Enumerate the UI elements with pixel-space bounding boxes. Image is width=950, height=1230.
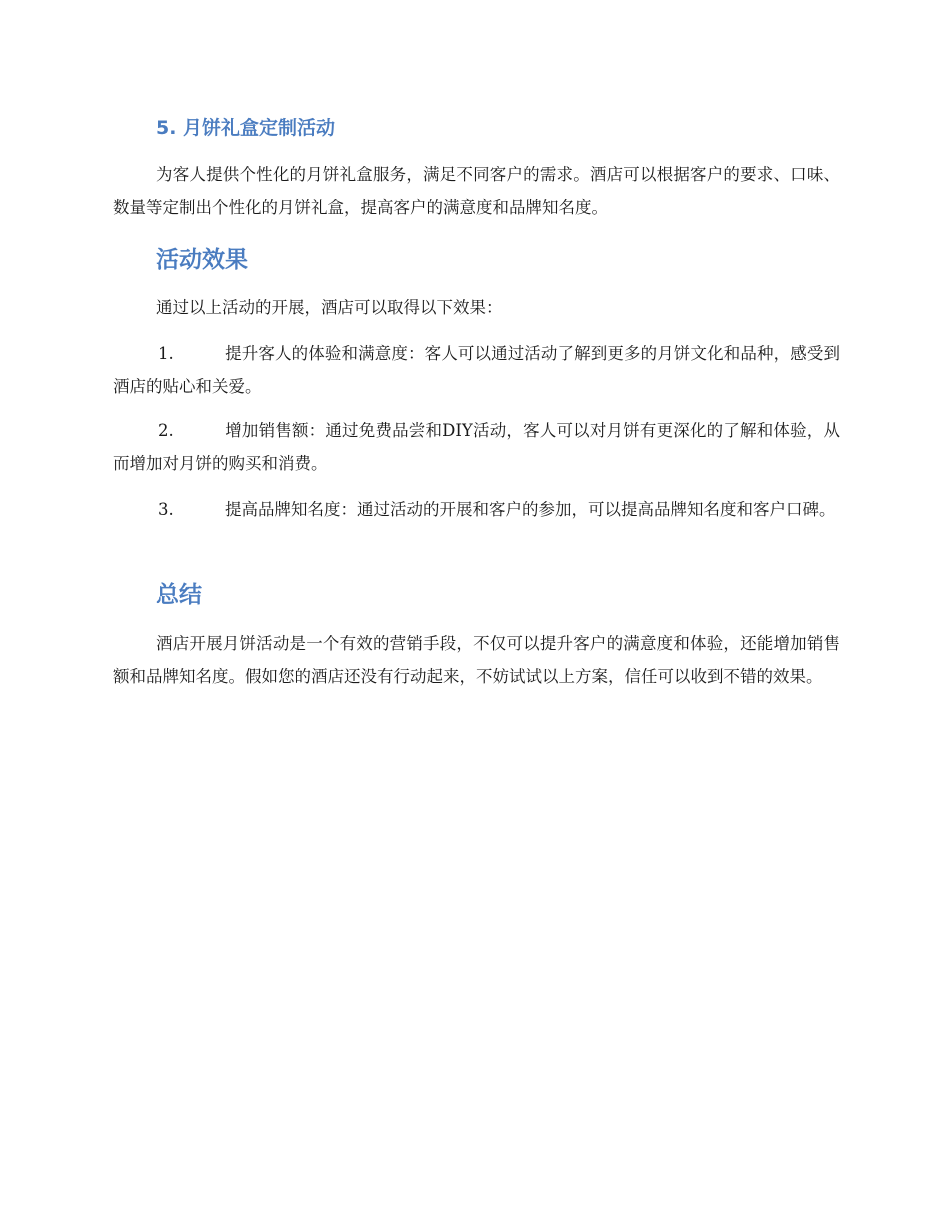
list-item-text: 增加销售额：通过免费品尝和DIY活动，客人可以对月饼有更深化的了解和体验，从而增加对月饼的购买和消费。 [113, 421, 840, 473]
paragraph-effects-intro: 通过以上活动的开展，酒店可以取得以下效果： [156, 298, 503, 317]
list-item-effect-2 [113, 414, 840, 480]
list-item-effect-1 [113, 337, 840, 403]
section-heading-summary: 总结 [156, 582, 202, 608]
list-item-number: 2. [158, 421, 174, 440]
list-item-text: 提高品牌知名度：通过活动的开展和客户的参加，可以提高品牌知名度和客户口碑。 [225, 500, 836, 519]
section-heading-gift-box: 5. 月饼礼盒定制活动 [156, 117, 336, 139]
list-item-effect-3 [113, 493, 840, 526]
paragraph-summary: 酒店开展月饼活动是一个有效的营销手段，不仅可以提升客户的满意度和体验，还能增加销售额和品牌知名度。假如您的酒店还没有行动起来，不妨试试以上方案，信任可以收到不错的效果。 [113, 634, 840, 686]
list-item-text: 提升客人的体验和满意度：客人可以通过活动了解到更多的月饼文化和品种，感受到酒店的贴心和关爱。 [113, 344, 840, 396]
list-item-number: 3. [158, 500, 174, 519]
section-heading-effects: 活动效果 [156, 247, 248, 273]
list-item-number: 1. [158, 344, 174, 363]
paragraph-gift-box: 为客人提供个性化的月饼礼盒服务，满足不同客户的需求。酒店可以根据客户的要求、口味、数量等定制出个性化的月饼礼盒，提高客户的满意度和品牌知名度。 [113, 165, 840, 217]
